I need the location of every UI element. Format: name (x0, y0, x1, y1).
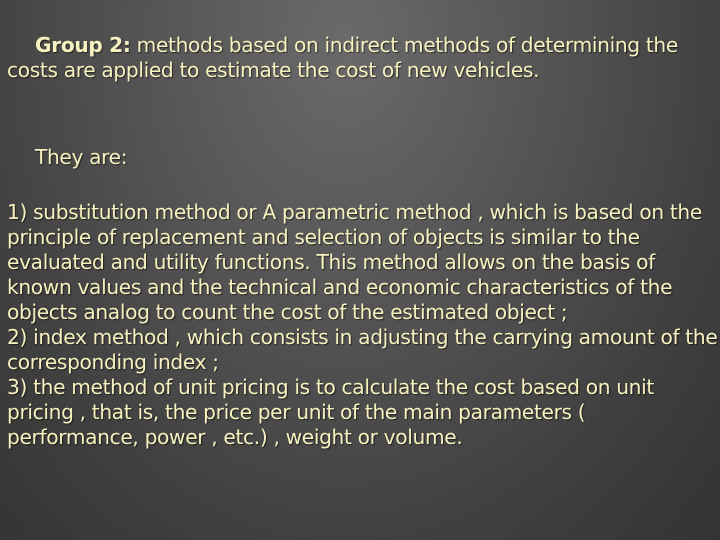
group-label: Group 2: (35, 33, 131, 57)
methods-list (7, 200, 719, 450)
intro-text: methods based on indirect methods of determining the costs are applied to estimate the cost of new vehicles. (7, 33, 678, 82)
method-item-1: 1) substitution method or A parametric method , which is based on the principle of replacement and selection of objects is similar to the evaluated and utility functions. This method allows on the basis of known values and the technical and economic characteristics of the objects analog to count the cost of the estimated object ; (7, 200, 702, 324)
method-item-2: 2) index method , which consists in adjusting the carrying amount of the corresponding index ; (7, 325, 718, 374)
intro-paragraph (7, 33, 719, 83)
they-are-heading: They are: (35, 145, 128, 169)
method-item-3: 3) the method of unit pricing is to calculate the cost based on unit pricing , that is, the price per unit of the main parameters ( performance, power , etc.) , weight or volume. (7, 375, 654, 449)
